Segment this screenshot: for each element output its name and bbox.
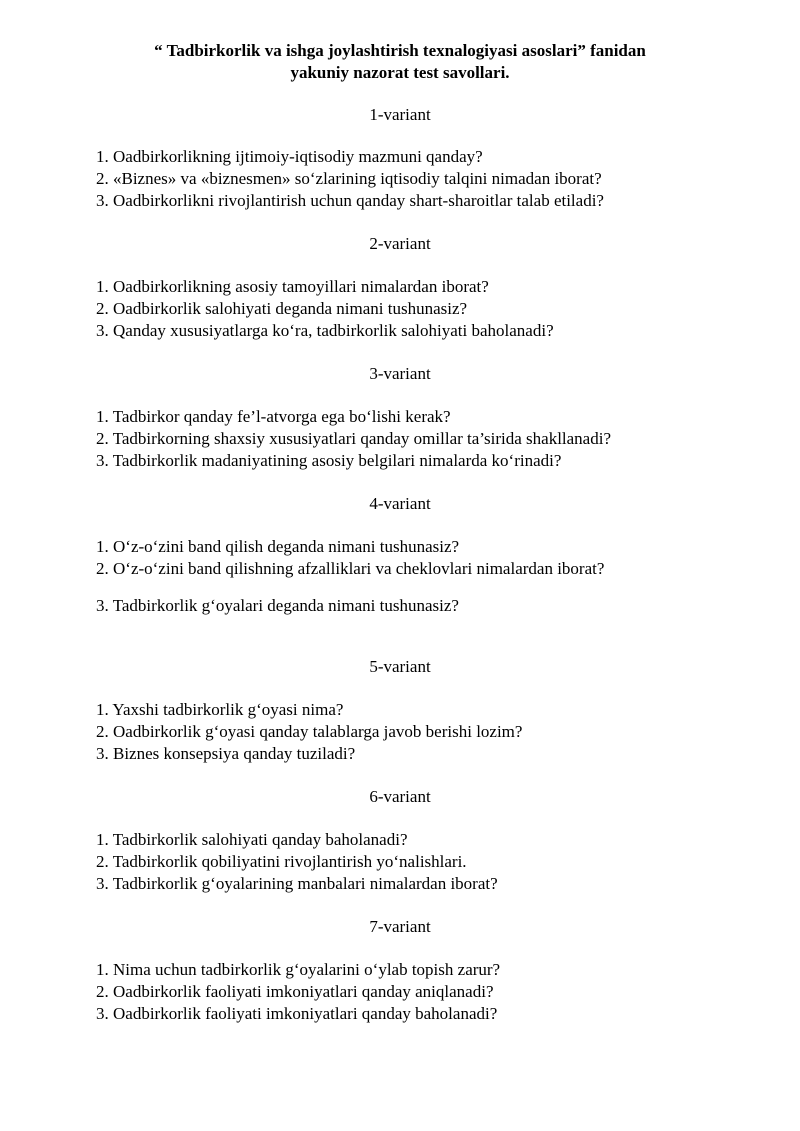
question-6-2: 2. Tadbirkorlik qobiliyatini rivojlantirish yo‘nalishlari. [96, 852, 467, 871]
document-title-line-1: “ Tadbirkorlik va ishga joylashtirish texnalogiyasi asoslari” fanidan [154, 41, 646, 60]
question-7-3: 3. Oadbirkorlik faoliyati imkoniyatlari qanday baholanadi? [96, 1004, 498, 1023]
variant-heading-3: 3-variant [369, 364, 431, 383]
variant-heading-6: 6-variant [369, 787, 431, 806]
question-3-2: 2. Tadbirkorning shaxsiy xususiyatlari qanday omillar ta’sirida shakllanadi? [96, 429, 611, 448]
question-4-2: 2. O‘z-o‘zini band qilishning afzalliklari va cheklovlari nimalardan iborat? [96, 559, 605, 578]
question-5-2: 2. Oadbirkorlik g‘oyasi qanday talablarga javob berishi lozim? [96, 722, 523, 741]
question-1-1: 1. Oadbirkorlikning ijtimoiy-iqtisodiy mazmuni qanday? [96, 147, 483, 166]
document-title-line-2: yakuniy nazorat test savollari. [290, 63, 510, 82]
question-3-3: 3. Tadbirkorlik madaniyatining asosiy belgilari nimalarda ko‘rinadi? [96, 451, 562, 470]
question-3-1: 1. Tadbirkor qanday fe’l-atvorga ega bo‘lishi kerak? [96, 407, 451, 426]
question-5-1: 1. Yaxshi tadbirkorlik g‘oyasi nima? [96, 700, 344, 719]
variant-heading-5: 5-variant [369, 657, 431, 676]
question-6-1: 1. Tadbirkorlik salohiyati qanday baholanadi? [96, 830, 408, 849]
question-6-3: 3. Tadbirkorlik g‘oyalarining manbalari nimalardan iborat? [96, 874, 498, 893]
question-1-3: 3. Oadbirkorlikni rivojlantirish uchun qanday shart-sharoitlar talab etiladi? [96, 191, 604, 210]
variant-heading-1: 1-variant [369, 105, 431, 124]
variant-heading-2: 2-variant [369, 234, 431, 253]
question-7-2: 2. Oadbirkorlik faoliyati imkoniyatlari qanday aniqlanadi? [96, 982, 494, 1001]
question-1-2: 2. «Biznes» va «biznesmen» so‘zlarining iqtisodiy talqini nimadan iborat? [96, 169, 602, 188]
question-7-1: 1. Nima uchun tadbirkorlik g‘oyalarini o‘ylab topish zarur? [96, 960, 501, 979]
variant-heading-7: 7-variant [369, 917, 431, 936]
question-2-1: 1. Oadbirkorlikning asosiy tamoyillari nimalardan iborat? [96, 277, 489, 296]
question-4-3: 3. Tadbirkorlik g‘oyalari deganda nimani tushunasiz? [96, 596, 459, 615]
question-2-2: 2. Oadbirkorlik salohiyati deganda nimani tushunasiz? [96, 299, 468, 318]
variant-heading-4: 4-variant [369, 494, 431, 513]
question-2-3: 3. Qanday xususiyatlarga ko‘ra, tadbirkorlik salohiyati baholanadi? [96, 321, 554, 340]
question-4-1: 1. O‘z-o‘zini band qilish deganda nimani tushunasiz? [96, 537, 460, 556]
question-5-3: 3. Biznes konsepsiya qanday tuziladi? [96, 744, 356, 763]
